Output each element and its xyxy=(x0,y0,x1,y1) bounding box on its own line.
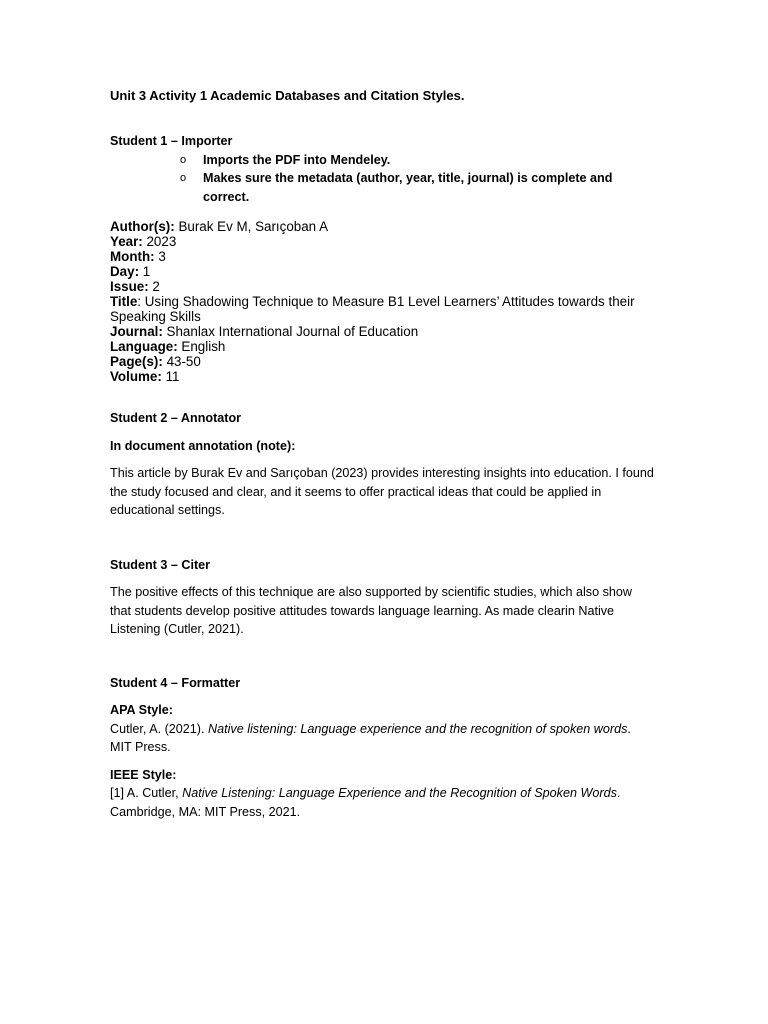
apa-reference xyxy=(110,720,655,757)
metadata-label: Journal: xyxy=(110,324,163,339)
document-title: Unit 3 Activity 1 Academic Databases and Citation Styles. xyxy=(110,88,465,103)
metadata-label: Issue: xyxy=(110,279,149,294)
student-2-heading: Student 2 – Annotator xyxy=(110,411,242,425)
list-item xyxy=(180,169,623,206)
metadata-volume xyxy=(110,369,690,384)
metadata-value: 43-50 xyxy=(162,354,201,369)
student-2-section xyxy=(110,409,690,520)
ieee-reference xyxy=(110,784,655,821)
task-text: Imports the PDF into Mendeley. xyxy=(203,152,391,167)
metadata-value: 3 xyxy=(154,249,166,264)
annotation-paragraph: This article by Burak Ev and Sarıçoban (2023) provides interesting insights into education. I found the study focused and clear, and it seems to offer practical ideas that could be applied in educational settings. xyxy=(110,466,654,517)
metadata-language xyxy=(110,339,690,354)
metadata-value: Shanlax International Journal of Education xyxy=(162,324,419,339)
apa-reference-prefix: Cutler, A. (2021). xyxy=(110,721,209,736)
apa-reference-title: Native listening: Language experience and the recognition of spoken words xyxy=(208,721,628,736)
metadata-value: Burak Ev M, Sarıçoban A xyxy=(174,219,329,234)
task-text: Makes sure the metadata (author, year, title, journal) is complete and correct. xyxy=(203,171,613,204)
annotation-subheading: In document annotation (note): xyxy=(110,438,296,453)
metadata-label: Author(s): xyxy=(110,219,175,234)
circle-bullet-icon: o xyxy=(180,153,187,166)
metadata-label: Volume: xyxy=(110,369,162,384)
student-1-task-list xyxy=(110,151,690,207)
metadata-label: Title xyxy=(110,294,138,309)
student-4-section xyxy=(110,674,690,822)
student-3-section xyxy=(110,556,690,639)
metadata-value: 1 xyxy=(139,264,151,279)
metadata-author xyxy=(110,219,690,234)
metadata-title xyxy=(110,294,690,324)
ieee-reference-suffix: . Cambridge, MA: MIT Press, 2021. xyxy=(110,786,621,819)
metadata-issue xyxy=(110,279,690,294)
metadata-block xyxy=(110,219,690,384)
circle-bullet-icon: o xyxy=(180,172,187,184)
metadata-journal xyxy=(110,324,690,339)
apa-style-label: APA Style: xyxy=(110,703,173,717)
student-3-heading: Student 3 – Citer xyxy=(110,557,211,572)
metadata-label: Page(s): xyxy=(110,354,163,369)
metadata-year xyxy=(110,234,690,249)
metadata-label: Language: xyxy=(110,339,178,354)
metadata-value: 2023 xyxy=(142,234,177,249)
apa-reference-suffix: . MIT Press. xyxy=(110,721,631,754)
metadata-value: 11 xyxy=(161,369,180,384)
ieee-reference-title: Native Listening: Language Experience and the Recognition of Spoken Words xyxy=(182,786,617,800)
metadata-label: Month: xyxy=(110,249,155,264)
metadata-day xyxy=(110,264,690,279)
metadata-label: Year: xyxy=(110,234,143,249)
metadata-value: : Using Shadowing Technique to Measure B1 Level Learners’ Attitudes towards their Speaking Skills xyxy=(110,294,635,324)
metadata-value: 2 xyxy=(148,279,160,294)
ieee-reference-prefix: [1] A. Cutler, xyxy=(110,786,183,800)
student-1-heading: Student 1 – Importer xyxy=(110,134,233,148)
metadata-month xyxy=(110,249,690,264)
student-1-section xyxy=(110,132,690,206)
list-item xyxy=(180,151,623,170)
citation-paragraph: The positive effects of this technique are also supported by scientific studies, which also show that students develop positive attitudes towards language learning. As made clearin Native Listening (Cutler, 2021). xyxy=(110,585,632,636)
student-4-heading: Student 4 – Formatter xyxy=(110,675,241,690)
metadata-label: Day: xyxy=(110,264,140,279)
metadata-pages xyxy=(110,354,690,369)
ieee-style-label: IEEE Style: xyxy=(110,767,177,782)
metadata-value: English xyxy=(177,339,226,354)
document-page xyxy=(110,86,690,821)
